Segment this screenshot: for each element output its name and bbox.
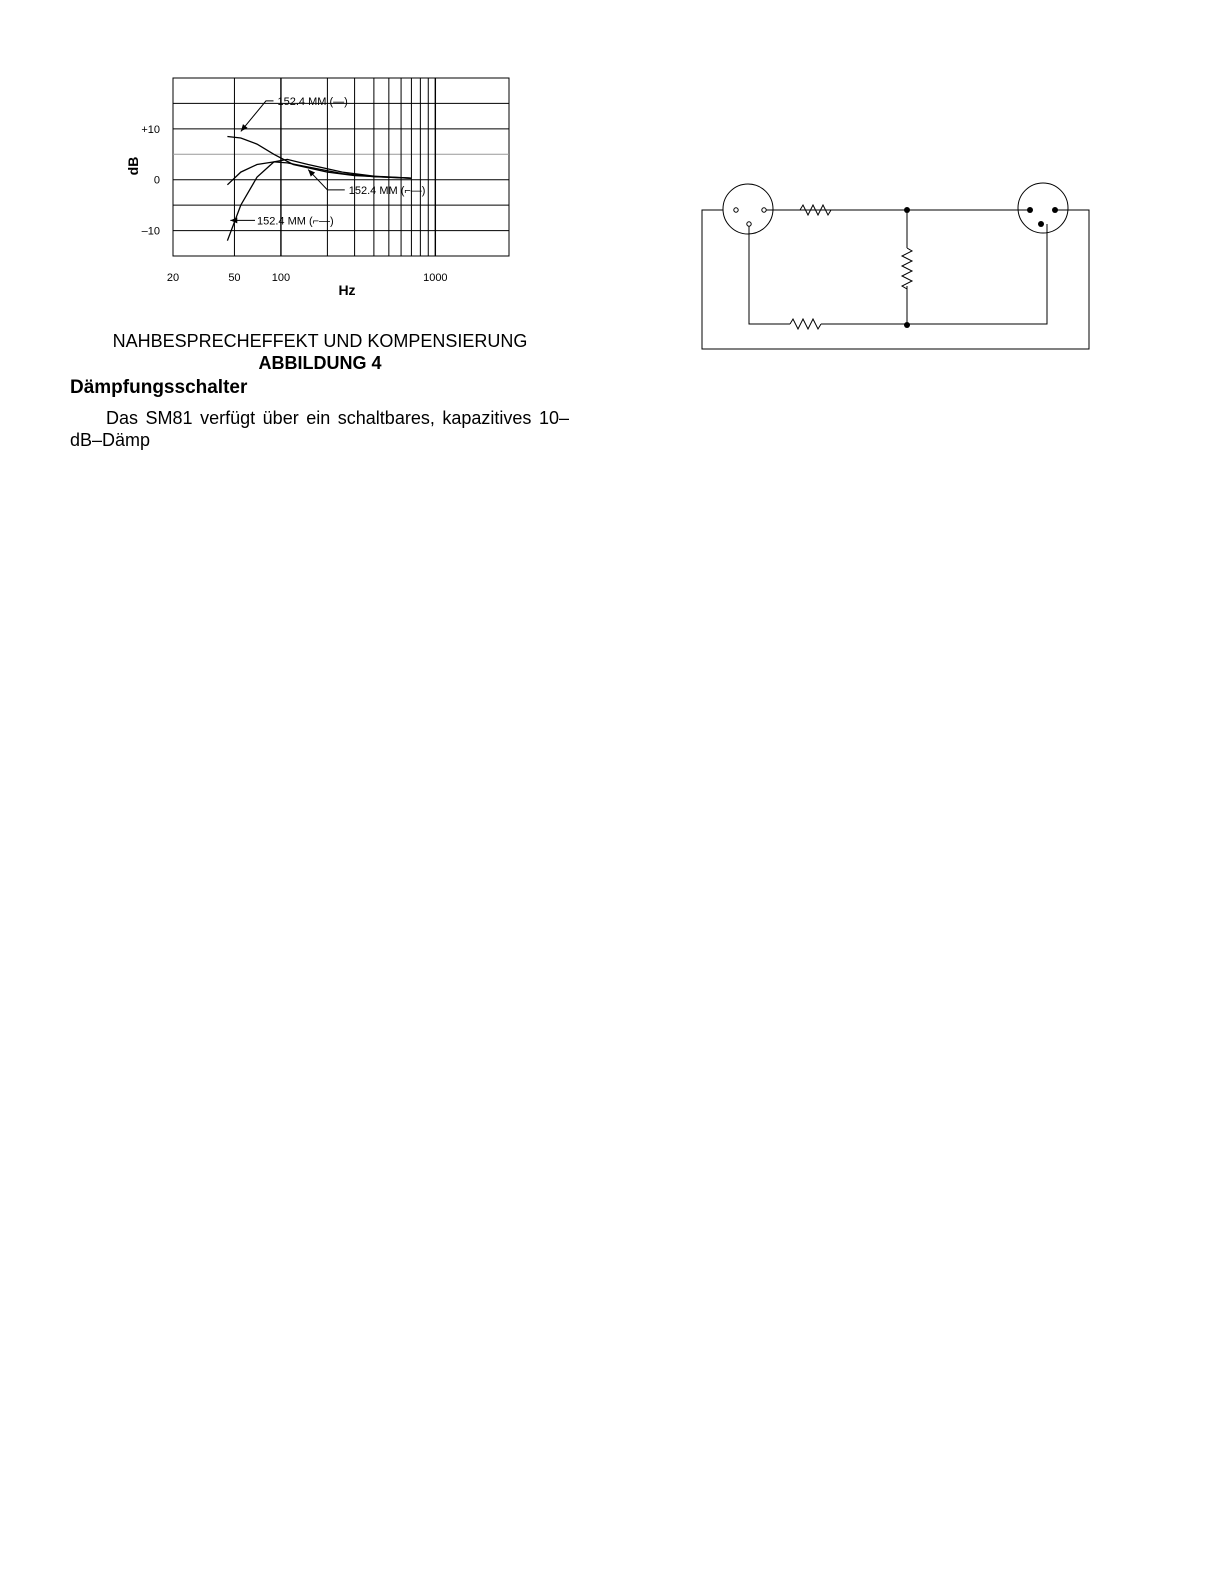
annotation-label: 152.4 MM (⌐—) [348, 184, 426, 197]
chart-ticks [141, 124, 447, 284]
attenuator-circuit-diagram [690, 170, 1100, 360]
annotation-label: 152.4 MM (—) [277, 95, 348, 108]
y-tick-label: –10 [141, 225, 160, 238]
x-tick-label: 20 [166, 272, 180, 284]
proximity-effect-chart [120, 70, 540, 310]
male-pin-2 [1052, 207, 1058, 213]
body-paragraph: Das SM81 verfügt über ein schaltbares, kapazitives 10–dB–Dämp [70, 408, 569, 450]
figure-caption-number: ABBILDUNG 4 [258, 353, 382, 373]
x-tick-label: 1000 [423, 272, 448, 284]
series-line-1 [227, 137, 411, 179]
male-pin-1 [1027, 207, 1033, 213]
x-tick-label: 50 [228, 272, 241, 284]
junction-dot [904, 207, 910, 213]
x-axis-label: Hz [338, 282, 356, 298]
x-tick-label: 100 [271, 272, 291, 284]
y-tick-label: 0 [153, 174, 160, 187]
y-tick-label: +10 [141, 123, 160, 136]
shunt-resistor [902, 248, 912, 289]
series-resistor-bottom [790, 319, 821, 329]
section-heading: Dämpfungsschalter [70, 377, 248, 398]
junction-dot [904, 322, 910, 328]
series-line-3 [227, 159, 411, 240]
annotation-label: 152.4 MM (⌐—) [257, 215, 334, 228]
figure-caption-title: NAHBESPRECHEFFEKT UND KOMPENSIERUNG [112, 331, 528, 351]
y-axis-label: dB [125, 156, 141, 176]
male-pin-3 [1038, 221, 1044, 227]
